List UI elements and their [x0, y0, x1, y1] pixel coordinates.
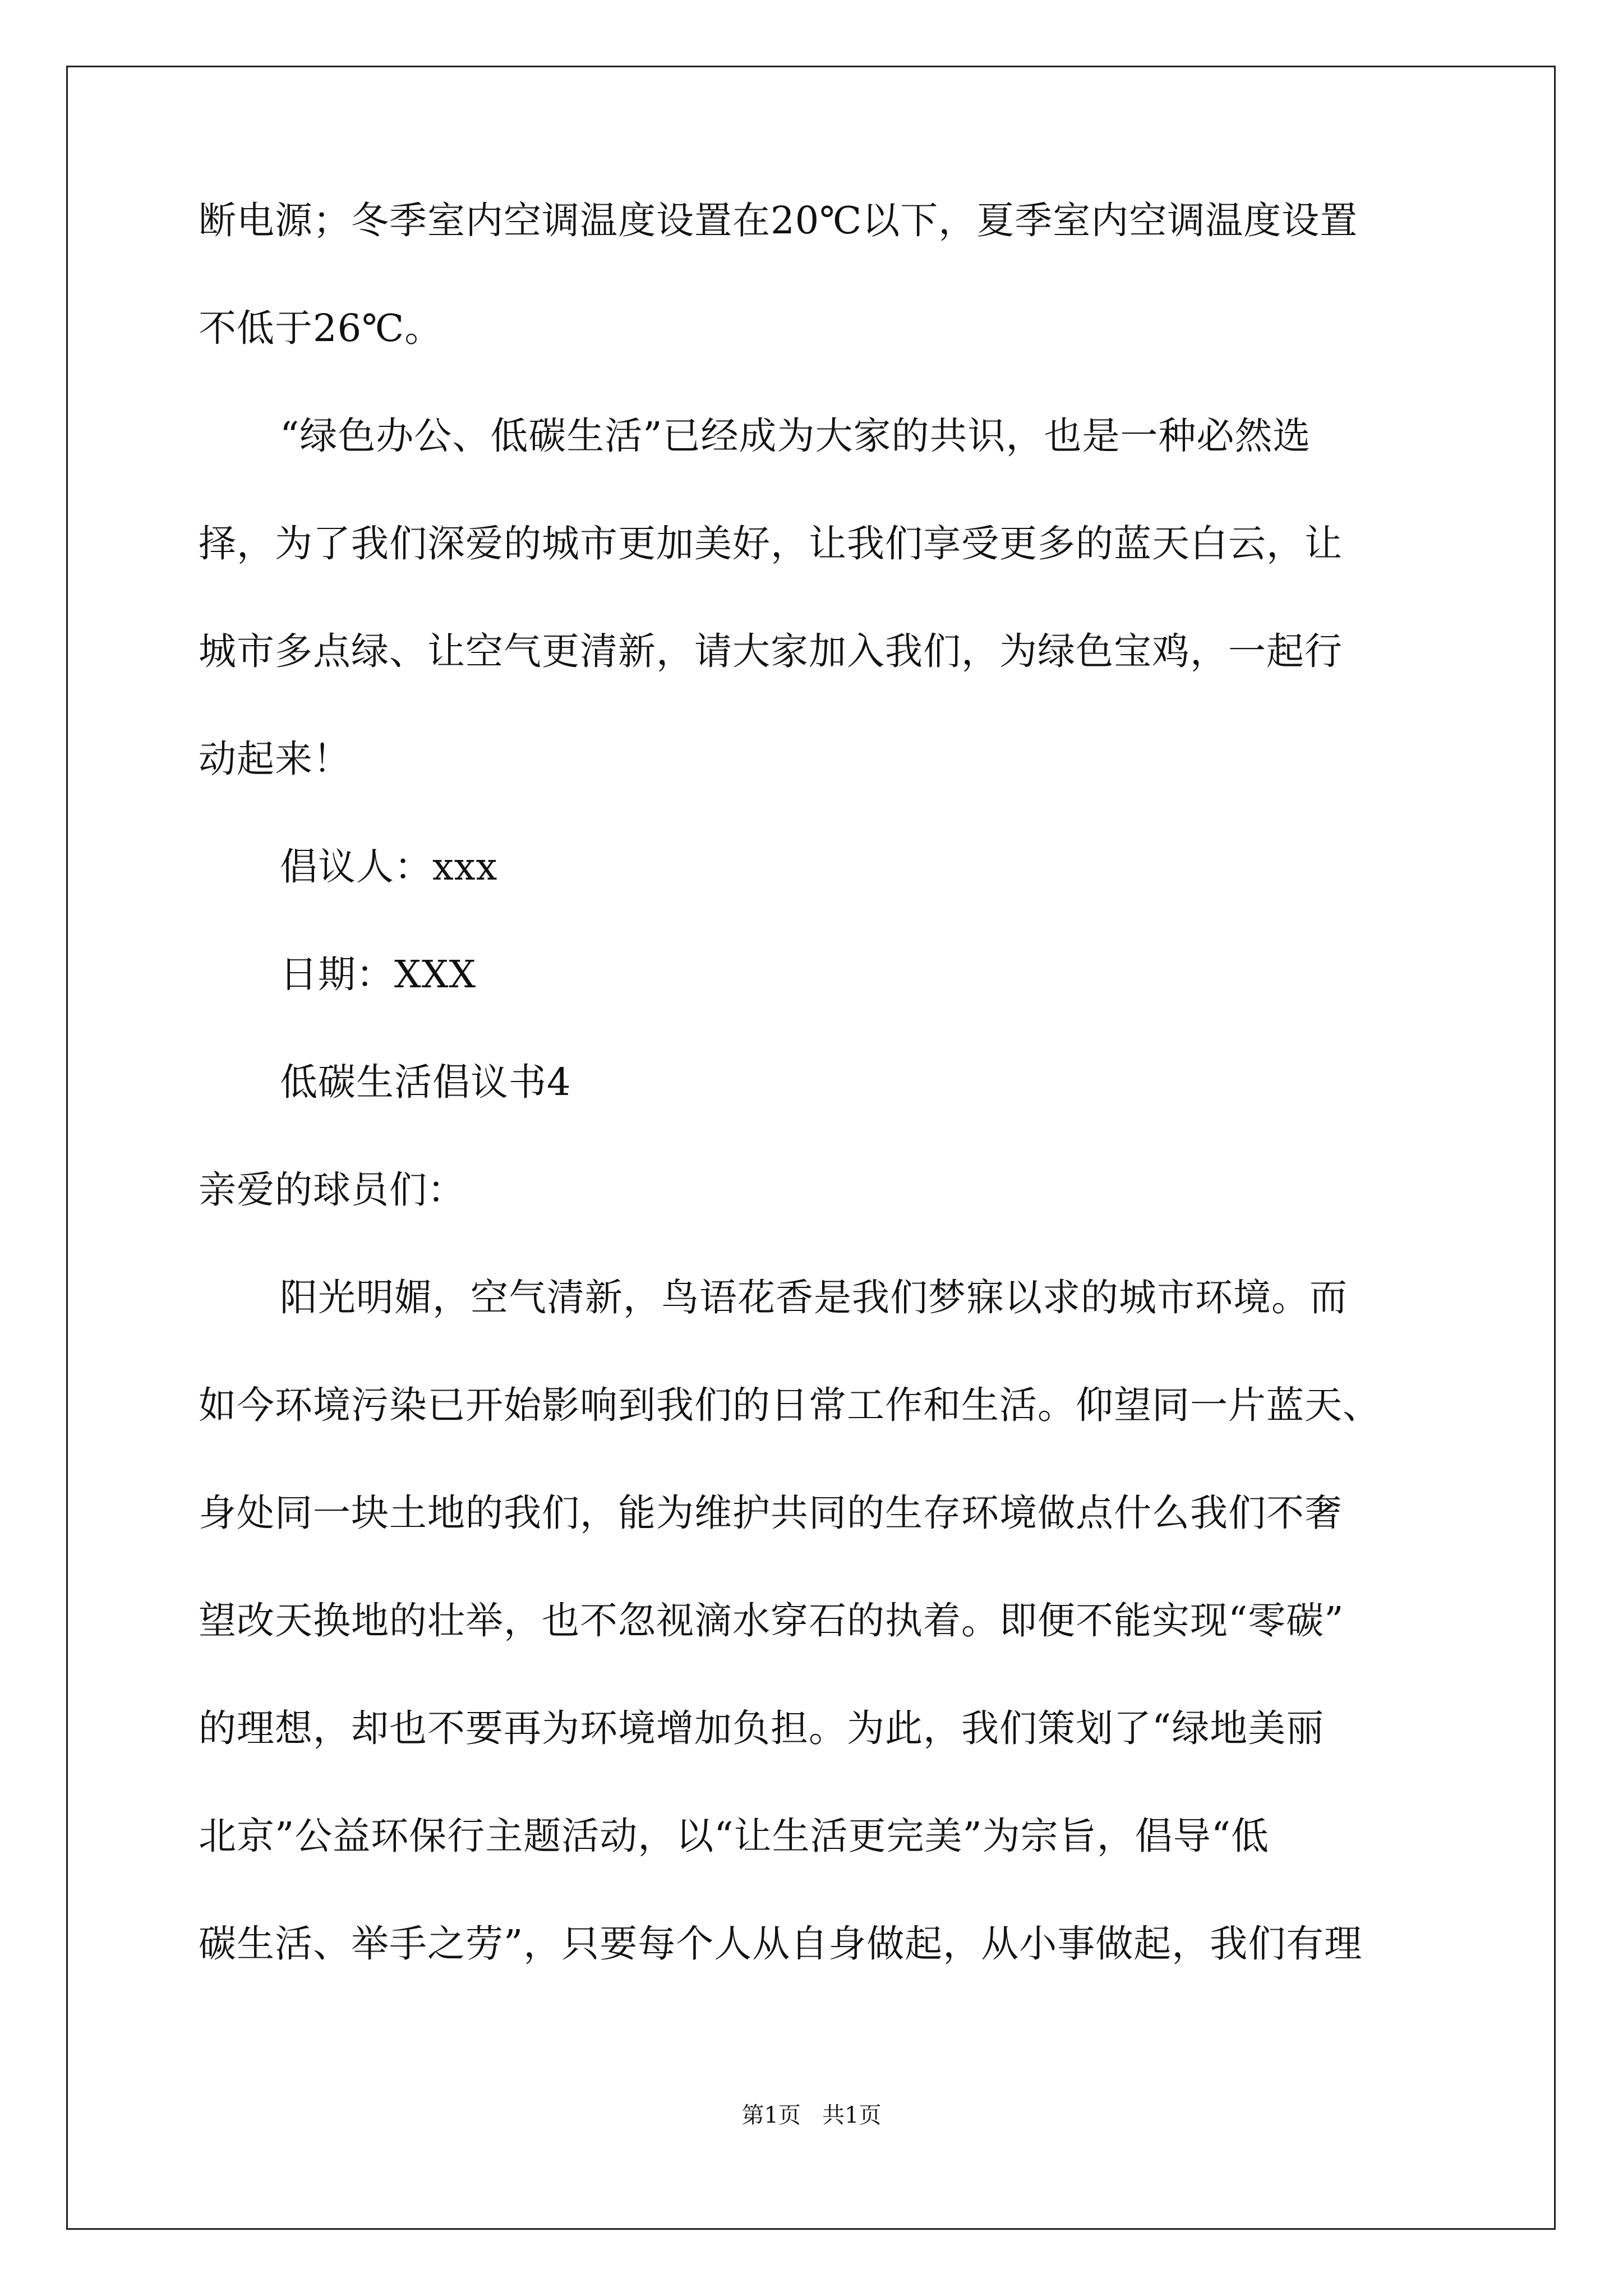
paragraph-start: 阳光明媚，空气清新，鸟语花香是我们梦寐以求的城市环境。而: [280, 1276, 1348, 1319]
salutation: 亲爱的球员们：: [199, 1168, 465, 1212]
text-line: 如今环境污染已开始影响到我们的日常工作和生活。仰望同一片蓝天、: [199, 1383, 1381, 1427]
paragraph-start: “绿色办公、低碳生活”已经成为大家的共识，也是一种必然选: [280, 414, 1311, 458]
date-line: 日期：XXX: [280, 953, 477, 996]
text-line: 动起来！: [199, 737, 351, 781]
section-title: 低碳生活倡议书4: [280, 1060, 571, 1104]
text-line: 择，为了我们深爱的城市更加美好，让我们享受更多的蓝天白云，让: [199, 522, 1343, 565]
text-line: 身处同一块土地的我们，能为维护共同的生存环境做点什么我们不奢: [199, 1491, 1343, 1535]
text-line: 望改天换地的壮举，也不忽视滴水穿石的执着。即便不能实现“零碳”: [199, 1599, 1344, 1642]
text-line: 不低于26℃。: [199, 306, 443, 350]
text-line: 北京”公益环保行主题活动，以“让生活更完美”为宗旨，倡导“低: [199, 1814, 1270, 1858]
text-line: 断电源；冬季室内空调温度设置在20℃以下，夏季室内空调温度设置: [199, 199, 1358, 242]
document-body: [199, 199, 1438, 2033]
proposer-line: 倡议人：xxx: [280, 845, 498, 889]
text-line: 城市多点绿、让空气更清新，请大家加入我们，为绿色宝鸡，一起行: [199, 629, 1343, 673]
text-line: 碳生活、举手之劳”，只要每个人从自身做起，从小事做起，我们有理: [199, 1922, 1363, 1966]
page-number-footer: 第1页 共1页: [741, 2102, 882, 2128]
text-line: 的理想，却也不要再为环境增加负担。为此，我们策划了“绿地美丽: [199, 1706, 1325, 1750]
